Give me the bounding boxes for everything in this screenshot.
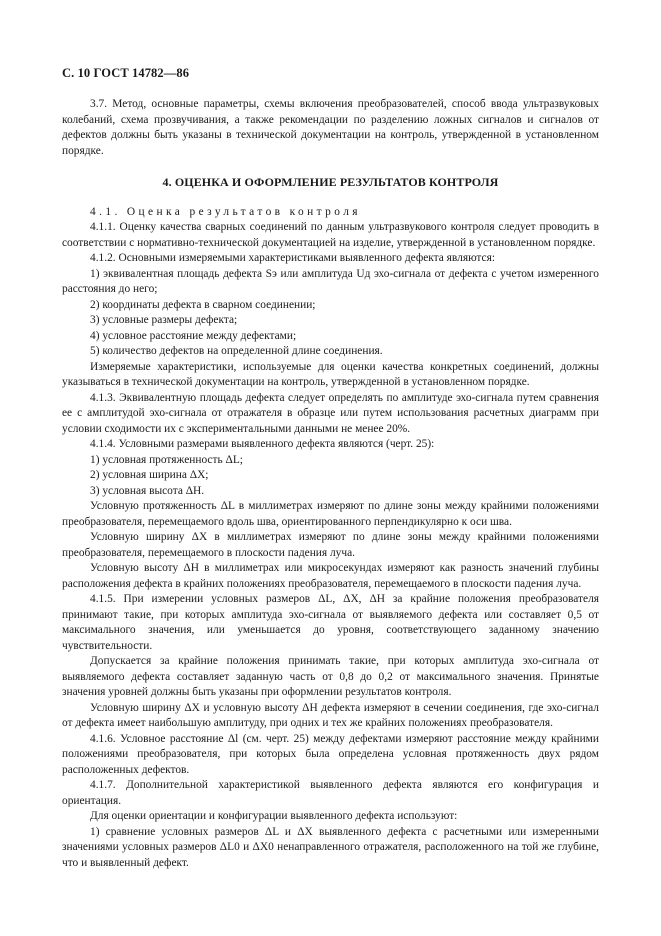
list-item: 1) эквивалентная площадь дефекта Sэ или амплитуда Uд эхо-сигнала от дефекта с учетом измеренного расстояния до него; <box>62 267 599 295</box>
paragraph-orientation: Для оценки ориентации и конфигурации выявленного дефекта используют: <box>90 810 458 822</box>
body-text <box>62 97 599 871</box>
list-item: 2) условная ширина ΔX; <box>90 469 209 481</box>
paragraph-length: Условную протяженность ΔL в миллиметрах измеряют по длине зоны между крайними положениями преобразователя, перемещаемого вдоль шва, ориентированного перпендикулярно к оси шва. <box>62 500 599 528</box>
paragraph-4-1-7: 4.1.7. Дополнительной характеристикой выявленного дефекта являются его конфигурация и ориентация. <box>62 779 599 807</box>
paragraph-4-1-5: 4.1.5. При измерении условных размеров ΔL, ΔX, ΔH за крайние положения преобразователя принимают такие, при которых амплитуда эхо-сигнала от выявляемого дефекта или составляет 0,5 от максимального значения, или уменьшается до уровня, соответствующего заданному значению чувствительности. <box>62 593 599 652</box>
paragraph-height: Условную высоту ΔH в миллиметрах или микросекундах измеряют как разность значений глубины расположения дефекта в крайних положениях преобразователя, перемещаемого в плоскости падения луча. <box>62 562 599 590</box>
paragraph-4-1: 4.1. Оценка результатов контроля <box>90 205 361 218</box>
list-item: 1) условная протяженность ΔL; <box>90 453 243 466</box>
page-header: С. 10 ГОСТ 14782—86 <box>62 66 190 80</box>
paragraph-allowed: Допускается за крайние положения принимать такие, при которых амплитуда эхо-сигнала от выявляемого дефекта составляет заданную часть от 0,8 до 0,2 от максимального значения. Принятые значения уровней должны быть указаны при оформлении результатов контроля. <box>62 655 599 698</box>
paragraph-4-1-4: 4.1.4. Условными размерами выявленного дефекта являются (черт. 25): <box>90 438 435 450</box>
paragraph-measured: Измеряемые характеристики, используемые для оценки качества конкретных соединений, должны указываться в технической документации на контроль, утвержденной в установленном порядке. <box>62 360 599 388</box>
paragraph-width: Условную ширину ΔX в миллиметрах измеряют по длине зоны между крайними положениями преобразователя, перемещаемого в плоскости падения луча. <box>62 531 599 559</box>
paragraph-4-1-1: 4.1.1. Оценку качества сварных соединений по данным ультразвукового контроля следует проводить в соответствии с нормативно-технической документацией на изделие, утвержденной в установленном порядке. <box>62 221 599 249</box>
paragraph-4-1-2: 4.1.2. Основными измеряемыми характеристиками выявленного дефекта являются: <box>90 252 496 264</box>
paragraph-4-1-3: 4.1.3. Эквивалентную площадь дефекта следует определять по амплитуде эхо-сигнала путем сравнения ее с амплитудой эхо-сигнала от отражателя в образце или путем использования расчетных диаграмм при условии сходимости их с экспериментальными данными не менее 20%. <box>62 391 599 435</box>
paragraph-section: Условную ширину ΔX и условную высоту ΔH дефекта измеряют в сечении соединения, где эхо-сигнал от дефекта имеет наибольшую амплитуду, при одних и тех же крайних положениях преобразователя. <box>62 701 599 729</box>
section-title: 4. ОЦЕНКА И ОФОРМЛЕНИЕ РЕЗУЛЬТАТОВ КОНТРОЛЯ <box>162 175 499 189</box>
list-item: 1) сравнение условных размеров ΔL и ΔX выявленного дефекта с расчетными или измеренными значениями условных размеров ΔL0 и ΔX0 ненаправленного отражателя, расположенного на той же глубине, что и выявленный дефект. <box>62 825 599 869</box>
list-item: 4) условное расстояние между дефектами; <box>90 329 297 342</box>
paragraph-3-7: 3.7. Метод, основные параметры, схемы включения преобразователей, способ ввода ультразвуковых колебаний, схема прозвучивания, а также рекомендации по разделению ложных сигналов и сигналов от дефектов должны быть указаны в технической документации на контроль, утвержденной в установленном порядке. <box>62 98 599 157</box>
list-item: 5) количество дефектов на определенной длине соединения. <box>90 345 383 357</box>
paragraph-4-1-6: 4.1.6. Условное расстояние Δl (см. черт. 25) между дефектами измеряют расстояние между крайними положениями преобразователя, при которых была определена условная протяженность двух рядом расположенных дефектов. <box>62 732 599 776</box>
list-item: 3) условная высота ΔH. <box>90 484 205 497</box>
list-item: 2) координаты дефекта в сварном соединении; <box>90 298 316 311</box>
list-item: 3) условные размеры дефекта; <box>90 314 238 326</box>
